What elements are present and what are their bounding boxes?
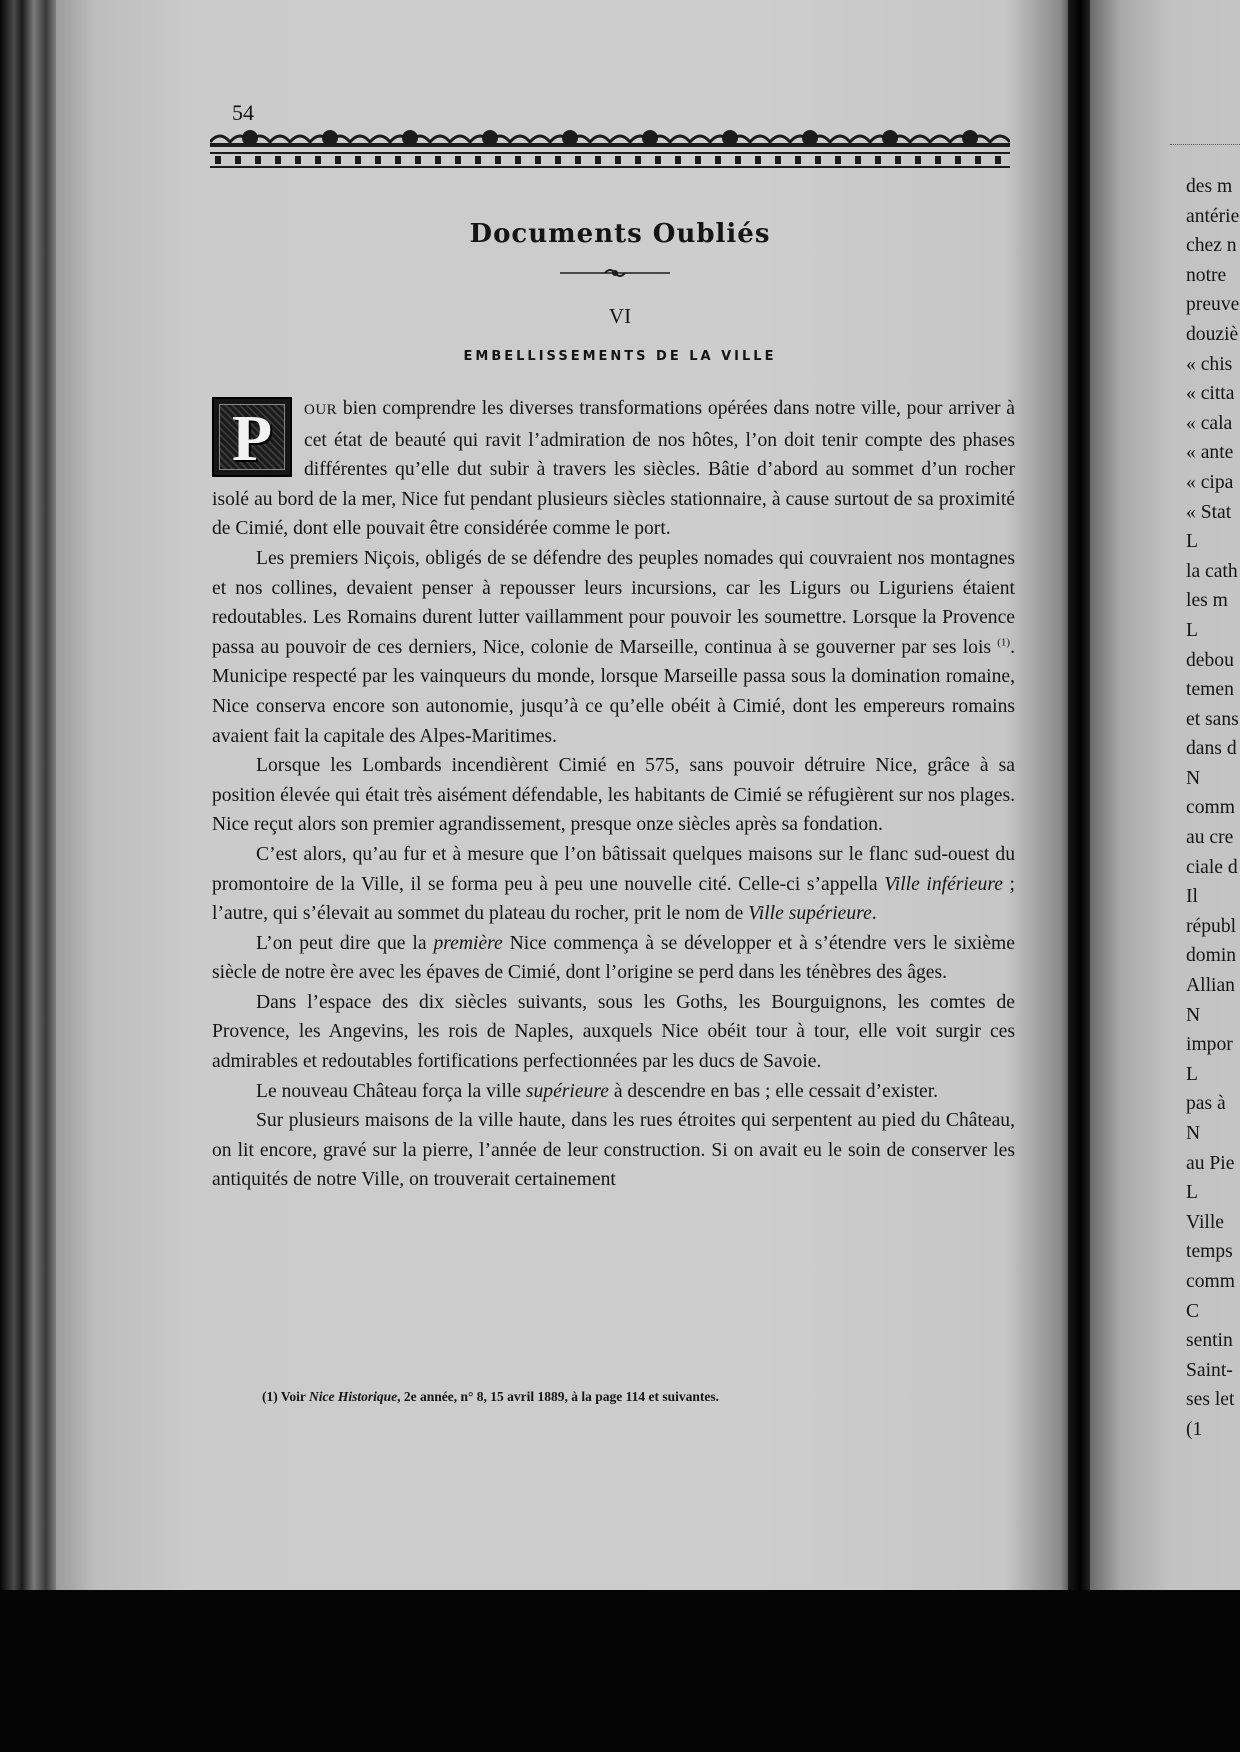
facing-page-line: pas à (1186, 1093, 1226, 1115)
facing-page-header-rule (1170, 144, 1240, 145)
facing-page-line: impor (1186, 1034, 1233, 1056)
paragraph: Sur plusieurs maisons de la ville haute, dans les rues étroites qui serpentent au pied du Château, on lit encore, gravé sur la pierre, l’année de leur construction. Si on avait eu le soin de conserver les antiquités de notre Ville, on trouverait certainement (212, 1110, 1015, 1191)
facing-page-line: domin (1186, 945, 1237, 967)
facing-page-line: L (1186, 1182, 1198, 1204)
facing-page-line: « ante (1186, 442, 1234, 464)
facing-page-line: comm (1186, 797, 1235, 819)
facing-page-line: Il (1186, 886, 1198, 908)
emphasis: supérieure (525, 1080, 609, 1102)
facing-page-line: les m (1186, 590, 1228, 612)
title-ornament-rule (560, 266, 670, 280)
decorated-initial (212, 397, 292, 477)
paragraph: Lorsque les Lombards incendièrent Cimié en 575, sans pouvoir détruire Nice, grâce à sa position élevée qui était très aisément défendable, les habitants de Cimié se réfugièrent sur nos plages. Nice reçut alors son premier agrandissement, presque onze siècles après sa fondation. (212, 755, 1015, 836)
facing-page-line: debou (1186, 649, 1234, 671)
facing-page-line: « cipa (1186, 471, 1234, 493)
facing-page-line: antérie (1186, 205, 1240, 227)
first-word-rest: OUR (304, 402, 338, 418)
facing-page-line: au cre (1186, 827, 1234, 849)
facing-page-text (1186, 172, 1240, 1445)
facing-page-line: sentin (1186, 1330, 1233, 1352)
facing-page-line: « cala (1186, 412, 1233, 434)
facing-page-line: ciale d (1186, 856, 1238, 878)
article-body (212, 394, 1015, 1195)
facing-page-line: Saint- (1186, 1359, 1233, 1381)
facing-page-line: la cath (1186, 560, 1238, 582)
facing-page-line: temen (1186, 679, 1234, 701)
facing-page-line: C (1186, 1300, 1200, 1322)
facing-page-line: « chis (1186, 353, 1233, 375)
facing-page-line: N (1186, 1004, 1201, 1026)
facing-page-line: chez n (1186, 235, 1237, 257)
facing-page-line: ses let (1186, 1389, 1235, 1411)
facing-page-line: Allian (1186, 975, 1235, 997)
initial-letter: P (231, 402, 273, 475)
facing-page-line: N (1186, 1123, 1201, 1144)
emphasis: Ville inférieure (884, 873, 1003, 895)
facing-page-line: preuve (1186, 294, 1240, 316)
facing-page-line: Ville (1186, 1211, 1225, 1233)
facing-page-line: républ (1186, 915, 1237, 937)
facing-page-line: dans d (1186, 738, 1237, 760)
facing-page-line: et sans (1186, 708, 1239, 730)
facing-page-line: (1 (1186, 1418, 1203, 1440)
facing-page-line: notre (1186, 264, 1227, 286)
facing-page-line: « citta (1186, 383, 1235, 405)
emphasis: première (433, 932, 503, 954)
paragraph (212, 394, 1015, 544)
paragraph: L’on peut dire que la première Nice commença à se développer et à s’étendre vers le sixième siècle de notre ère avec les épaves de Cimié, dont l’origine se perd dans les ténèbres des âges. (212, 932, 1015, 984)
paragraph: Les premiers Niçois, obligés de se défendre des peuples nomades qui couvraient nos montagnes et nos collines, devaient penser à repousser leurs incursions, car les Ligurs ou Liguriens étaient redoutables. Les Romains durent lutter vaillamment pour pouvoir les soumettre. Lorsque la Provence passa au pouvoir de ces derniers, Nice, colonie de Marseille, continua à se gouverner par ses lois $^{(1)}$. Municipe respecté par les vainqueurs du monde, lorsque Marseille passa sous la domination romaine, Nice conserva encore son autonomie, jusqu’à ce qu’elle obéit à Cimié, dont les empereurs romains avaient fait la capitale des Alpes-Maritimes. (212, 547, 1015, 747)
ornamental-header-band (210, 128, 1010, 178)
paragraph-text: bien comprendre les diverses transformations opérées dans notre ville, pour arriver à cet état de beauté qui ravit l’admiration de nos hôtes, l’on doit tenir compte des phases différentes qu’elle dut subir à travers les siècles. Bâtie d’abord au sommet d’un rocher isolé au bord de la mer, Nice fut pendant plusieurs siècles stationnaire, à cause surtout de sa proximité de Cimié, dont elle pouvait être considérée comme le port. (212, 398, 1015, 540)
paragraph: Dans l’espace des dix siècles suivants, sous les Goths, les Bourguignons, les comtes de Provence, les Angevins, les rois de Naples, auxquels Nice obéit tour à tour, elle voit surgir ces admirables et redoutables fortifications perfectionnées par les ducs de Savoie. (212, 991, 1015, 1073)
facing-page-line: douziè (1186, 323, 1239, 345)
footnote-title: Nice Historique (309, 1389, 398, 1404)
facing-page-line: au Pie (1186, 1152, 1235, 1174)
facing-page-line: L (1186, 531, 1198, 553)
footnote-reference: (1) (997, 636, 1011, 649)
paragraph: Le nouveau Château força la ville supérieure à descendre en bas ; elle cessait d’exister. (256, 1080, 939, 1102)
footnote: (1) Voir Nice Historique, 2e année, n° 8, 15 avril 1889, à la page 114 et suivantes. (262, 1389, 720, 1404)
chapter-number: VI (608, 304, 632, 328)
facing-page-line: L (1186, 619, 1198, 641)
chapter-title: EMBELLISSEMENTS DE LA VILLE (463, 349, 777, 364)
facing-page-line: des m (1186, 176, 1233, 197)
section-title: Documents Oubliés (469, 219, 771, 249)
facing-page-line: N (1186, 767, 1201, 789)
facing-page-line: temps (1186, 1241, 1233, 1263)
facing-page-line: L (1186, 1063, 1198, 1085)
emphasis: Ville supérieure (748, 903, 872, 925)
paragraph: C’est alors, qu’au fur et à mesure que l’on bâtissait quelques maisons sur le flanc sud-ouest du promontoire de la Ville, il se forma peu à peu une nouvelle cité. Celle-ci s’appella Ville inférieure ; l’autre, qui s’élevait au sommet du plateau du rocher, prit le nom de Ville supérieure. (212, 843, 1015, 925)
facing-page-line: comm (1186, 1270, 1235, 1292)
page-number: 54 (232, 100, 254, 125)
scan-background (0, 1590, 1240, 1752)
facing-page-line: « Stat (1186, 501, 1232, 523)
